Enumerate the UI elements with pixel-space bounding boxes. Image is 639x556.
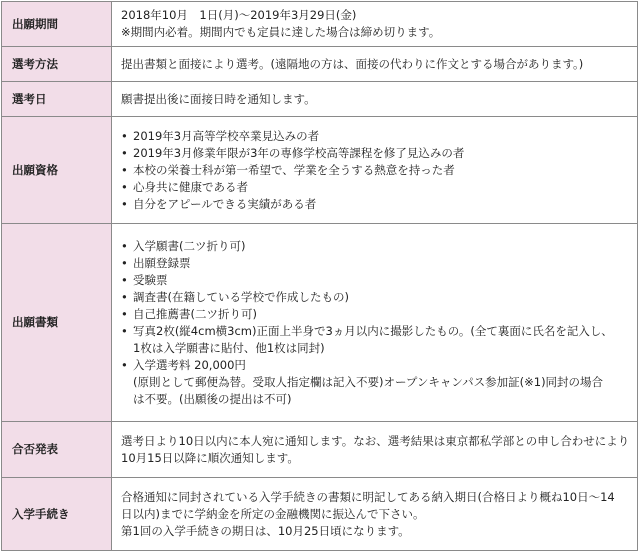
list-item: • 2019年3月修業年限が3年の専修学校高等課程を修了見込みの者: [121, 145, 629, 162]
row-qualification: [2, 117, 638, 224]
photo-line: • 写真2枚(縦4cm横3cm)正面上半身で3ヵ月以内に撮影したもの。(全て裏面に氏名を記入し、: [133, 323, 613, 338]
list-item-fee: [121, 357, 629, 408]
list-item: • 本校の栄養士科が第一希望で、学業を全うする熱意を持った者: [121, 162, 629, 179]
content-result: [112, 422, 638, 478]
row-selection-method: [2, 47, 638, 82]
qualification-list: [121, 128, 629, 213]
label-selection-method: 選考方法: [2, 47, 112, 82]
fee-line: (原則として郵便為替。受取人指定欄は記入不要)オープンキャンパス参加証(※1)同封の場合: [133, 374, 604, 389]
enrollment-line: 合格通知に同封されている入学手続きの書類に明記してある納入期日(合格日より概ね10日～14: [121, 489, 615, 504]
period-note: ※期間内必着。期間内でも定員に達した場合は締め切ります。: [121, 25, 441, 39]
content-enrollment: [112, 478, 638, 551]
content-selection-date: [112, 82, 638, 117]
documents-list: [121, 238, 629, 408]
result-line: 選考日より10日以内に本人宛に通知します。なお、選考結果は東京都私学部との申し合わせにより: [121, 433, 630, 448]
list-item: • 2019年3月高等学校卒業見込みの者: [121, 128, 629, 145]
label-selection-date: 選考日: [2, 82, 112, 117]
list-item: • 入学願書(二ツ折り可): [121, 238, 629, 255]
period-dates: 2018年10月 1日(月)～2019年3月29日(金): [121, 8, 357, 22]
photo-line: 1枚は入学願書に貼付、他1枚は同封): [133, 340, 325, 355]
label-enrollment: 入学手続き: [2, 478, 112, 551]
fee-line: • 入学選考料 20,000円: [133, 357, 246, 372]
list-item: • 受験票: [121, 272, 629, 289]
result-line: 10月15日以降に順次通知します。: [121, 450, 299, 465]
row-result: [2, 422, 638, 478]
content-selection-method: [112, 47, 638, 82]
list-item-photo: [121, 323, 629, 357]
admission-info-table: [1, 1, 638, 551]
label-qualification: 出願資格: [2, 117, 112, 224]
list-item: • 自己推薦書(二ツ折り可): [121, 306, 629, 323]
list-item: • 出願登録票: [121, 255, 629, 272]
content-application-period: [112, 2, 638, 47]
label-documents: 出願書類: [2, 224, 112, 422]
enrollment-line: 日以内)までに学納金を所定の金融機関に振込んで下さい。: [121, 506, 425, 521]
row-documents: [2, 224, 638, 422]
list-item: • 調査書(在籍している学校で作成したもの): [121, 289, 629, 306]
fee-line: は不要。(出願後の提出は不可): [133, 391, 292, 406]
label-application-period: 出願期間: [2, 2, 112, 47]
enrollment-line: 第1回の入学手続きの期日は、10月25日頃になります。: [121, 523, 410, 538]
list-item: • 自分をアピールできる実績がある者: [121, 196, 629, 213]
method-text: 提出書類と面接により選考。(遠隔地の方は、面接の代わりに作文とする場合があります。): [121, 56, 584, 71]
row-application-period: [2, 2, 638, 47]
date-text: 願書提出後に面接日時を通知します。: [121, 91, 316, 106]
content-qualification: [112, 117, 638, 224]
row-enrollment: [2, 478, 638, 551]
content-documents: [112, 224, 638, 422]
row-selection-date: [2, 82, 638, 117]
label-result: 合否発表: [2, 422, 112, 478]
list-item: • 心身共に健康である者: [121, 179, 629, 196]
